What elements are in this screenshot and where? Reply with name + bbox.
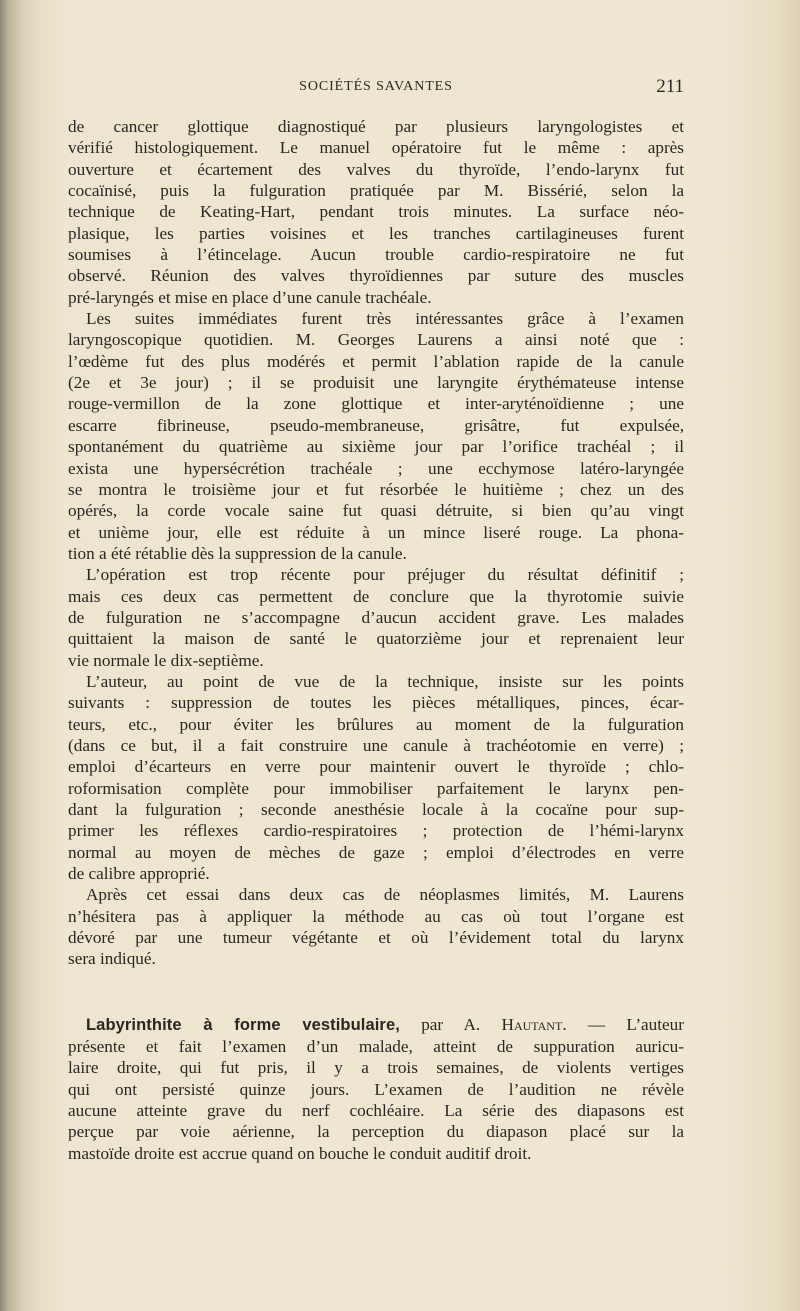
- text-line: cocaïnisé, puis la fulguration pratiquée par M. Bissérié, selon la: [68, 181, 684, 201]
- text-line: ouverture et écartement des valves du thyroïde, l’endo-larynx fut: [68, 159, 684, 179]
- section-heading-line: [68, 1014, 684, 1036]
- section-labyrinthite: [68, 1014, 684, 1164]
- text-line: roformisation complète pour immobiliser parfaitement le larynx pen-: [68, 778, 684, 798]
- text-line: quittaient la maison de santé le quatorzième jour et reprenaient leur: [68, 629, 684, 649]
- text-line: qui ont persisté quinze jours. L’examen de l’audition ne révèle: [68, 1079, 684, 1099]
- text-line: spontanément du quatrième au sixième jour par l’orifice trachéal ; il: [68, 437, 684, 457]
- page-number: 211: [656, 76, 684, 97]
- paragraph: [68, 671, 684, 884]
- section-title: Labyrinthite à forme vestibulaire,: [86, 1015, 400, 1034]
- running-title: SOCIÉTÉS SAVANTES: [299, 79, 453, 94]
- text-line: (2e et 3e jour) ; il se produisit une laryngite érythémateuse intense: [68, 373, 684, 393]
- text-line: normal au moyen de mèches de gaze ; emploi d’électrodes en verre: [68, 842, 684, 862]
- text-line: escarre fibrineuse, pseudo-membraneuse, grisâtre, fut expulsée,: [68, 415, 684, 435]
- text-line: soumises à l’étincelage. Aucun trouble cardio-respiratoire ne fut: [68, 245, 684, 265]
- body-text: [68, 116, 684, 1164]
- text-line: aucune atteinte grave du nerf cochléaire. La série des diapasons est: [68, 1101, 684, 1121]
- text-line: de cancer glottique diagnostiqué par plusieurs laryngologistes et: [68, 117, 684, 136]
- text-line: mastoïde droite est accrue quand on bouche le conduit auditif droit.: [68, 1143, 532, 1163]
- section-gap: [68, 970, 684, 1014]
- author-name: Hautant: [501, 1014, 563, 1034]
- text-line: pré-laryngés et mise en place d’une canule trachéale.: [68, 287, 432, 307]
- text-line: l’œdème fut des plus modérés et permit l’ablation rapide de la canule: [68, 351, 684, 371]
- text-line: dévoré par une tumeur végétante et où l’évidement total du larynx: [68, 928, 684, 948]
- text-line: rouge-vermillon de la zone glottique et inter-aryténoïdienne ; une: [68, 394, 684, 414]
- text-line: emploi d’écarteurs en verre pour maintenir ouvert le thyroïde ; chlo-: [68, 757, 684, 777]
- paragraph: [68, 116, 684, 308]
- text-line: tion a été rétablie dès la suppression de la canule.: [68, 543, 407, 563]
- text-line: Les suites immédiates furent très intéressantes grâce à l’examen: [86, 309, 684, 329]
- page-header: [68, 76, 684, 100]
- text-line: observé. Réunion des valves thyroïdiennes par suture des muscles: [68, 266, 684, 286]
- text-line: L’opération est trop récente pour préjuger du résultat définitif ;: [86, 565, 684, 585]
- text-line: et unième jour, elle est réduite à un mince liseré rouge. La phona-: [68, 522, 684, 542]
- text-line: de fulguration ne s’accompagne d’aucun accident grave. Les malades: [68, 607, 684, 627]
- byline-prefix: par A.: [399, 1014, 502, 1034]
- text-line: plasique, les parties voisines et les tranches cartilagineuses furent: [68, 223, 684, 243]
- text-line: suivants : suppression de toutes les pièces métalliques, pinces, écar-: [68, 693, 684, 713]
- text-line: teurs, etc., pour éviter les brûlures au moment de la fulguration: [68, 714, 684, 734]
- paragraph: [68, 564, 684, 671]
- text-line: laryngoscopique quotidien. M. Georges Laurens a ainsi noté que :: [68, 330, 684, 350]
- text-line: vie normale le dix-septième.: [68, 650, 264, 670]
- text-line: dant la fulguration ; seconde anesthésie locale à la cocaïne pour sup-: [68, 800, 684, 819]
- paragraph: [68, 308, 684, 564]
- text-line: laire droite, qui fut pris, il y a trois semaines, de violents vertiges: [68, 1058, 684, 1078]
- text-line: de calibre approprié.: [68, 864, 210, 884]
- text-line: L’auteur, au point de vue de la technique, insiste sur les points: [86, 671, 684, 691]
- section-intro: . — L’auteur: [562, 1014, 684, 1034]
- text-line: se montra le troisième jour et fut résorbée le huitième ; chez un des: [68, 479, 684, 499]
- text-line: présente et fait l’examen d’un malade, atteint de suppuration auricu-: [68, 1037, 684, 1057]
- text-line: primer les réflexes cardio-respiratoires ; protection de l’hémi-larynx: [68, 821, 684, 841]
- text-line: mais ces deux cas permettent de conclure que la thyrotomie suivie: [68, 586, 684, 606]
- text-line: vérifié histologiquement. Le manuel opératoire fut le même : après: [68, 138, 684, 158]
- text-line: exista une hypersécrétion trachéale ; une ecchymose latéro-laryngée: [68, 458, 684, 478]
- text-line: perçue par voie aérienne, la perception du diapason placé sur la: [68, 1122, 684, 1142]
- paragraph: [68, 884, 684, 969]
- text-line: (dans ce but, il a fait construire une canule à trachéotomie en verre) ;: [68, 735, 684, 755]
- text-line: Après cet essai dans deux cas de néoplasmes limités, M. Laurens: [86, 885, 684, 905]
- text-line: sera indiqué.: [68, 949, 156, 969]
- text-line: n’hésitera pas à appliquer la méthode au cas où tout l’organe est: [68, 906, 684, 926]
- text-line: technique de Keating-Hart, pendant trois minutes. La surface néo-: [68, 202, 684, 222]
- text-line: opérés, la corde vocale saine fut quasi détruite, si bien qu’au vingt: [68, 501, 684, 521]
